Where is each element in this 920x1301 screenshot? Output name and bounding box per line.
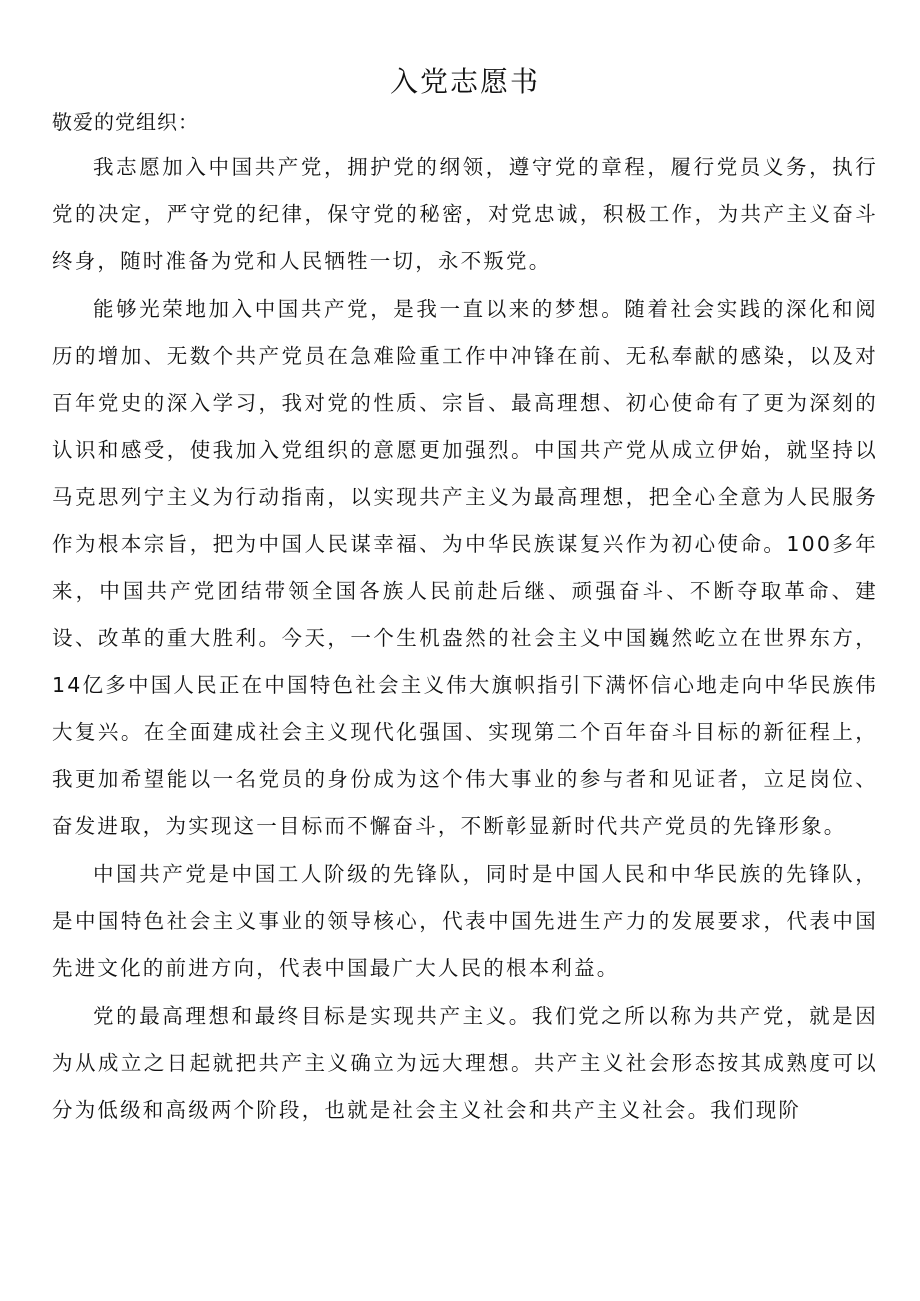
paragraph-motivation: 能够光荣地加入中国共产党，是我一直以来的梦想。随着社会实践的深化和阅历的增加、无数个共产党员在急难险重工作中冲锋在前、无私奉献的感染，以及对百年党史的深入学习，我对党的性质、宗旨、最高理想、初心使命有了更为深刻的认识和感受，使我加入党组织的意愿更加强烈。中国共产党从成立伊始，就坚持以马克思列宁主义为行动指南，以实现共产主义为最高理想，把全心全意为人民服务作为根本宗旨，把为中国人民谋幸福、为中华民族谋复兴作为初心使命。100多年来，中国共产党团结带领全国各族人民前赴后继、顽强奋斗、不断夺取革命、建设、改革的重大胜利。今天，一个生机盎然的社会主义中国巍然屹立在世界东方，14亿多中国人民正在中国特色社会主义伟大旗帜指引下满怀信心地走向中华民族伟大复兴。在全面建成社会主义现代化强国、实现第二个百年奋斗目标的新征程上，我更加希望能以一名党员的身份成为这个伟大事业的参与者和见证者，立足岗位、奋发进取，为实现这一目标而不懈奋斗，不断彰显新时代共产党员的先锋形象。 xyxy=(52,297,878,838)
document-title: 入党志愿书 xyxy=(389,65,540,98)
paragraph-party-ideal: 党的最高理想和最终目标是实现共产主义。我们党之所以称为共产党，就是因为从成立之日起就把共产主义确立为远大理想。共产主义社会形态按其成熟度可以分为低级和高级两个阶段，也就是社会主义社会和共产主义社会。我们现阶 xyxy=(52,1004,878,1122)
paragraph-party-nature: 中国共产党是中国工人阶级的先锋队，同时是中国人民和中华民族的先锋队，是中国特色社会主义事业的领导核心，代表中国先进生产力的发展要求，代表中国先进文化的前进方向，代表中国最广大人民的根本利益。 xyxy=(52,862,878,980)
paragraph-pledge: 我志愿加入中国共产党，拥护党的纲领，遵守党的章程，履行党员义务，执行党的决定，严守党的纪律，保守党的秘密，对党忠诚，积极工作，为共产主义奋斗终身，随时准备为党和人民牺牲一切，永不叛党。 xyxy=(52,155,878,273)
salutation: 敬爱的党组织： xyxy=(52,110,199,134)
document-page xyxy=(52,58,878,1135)
